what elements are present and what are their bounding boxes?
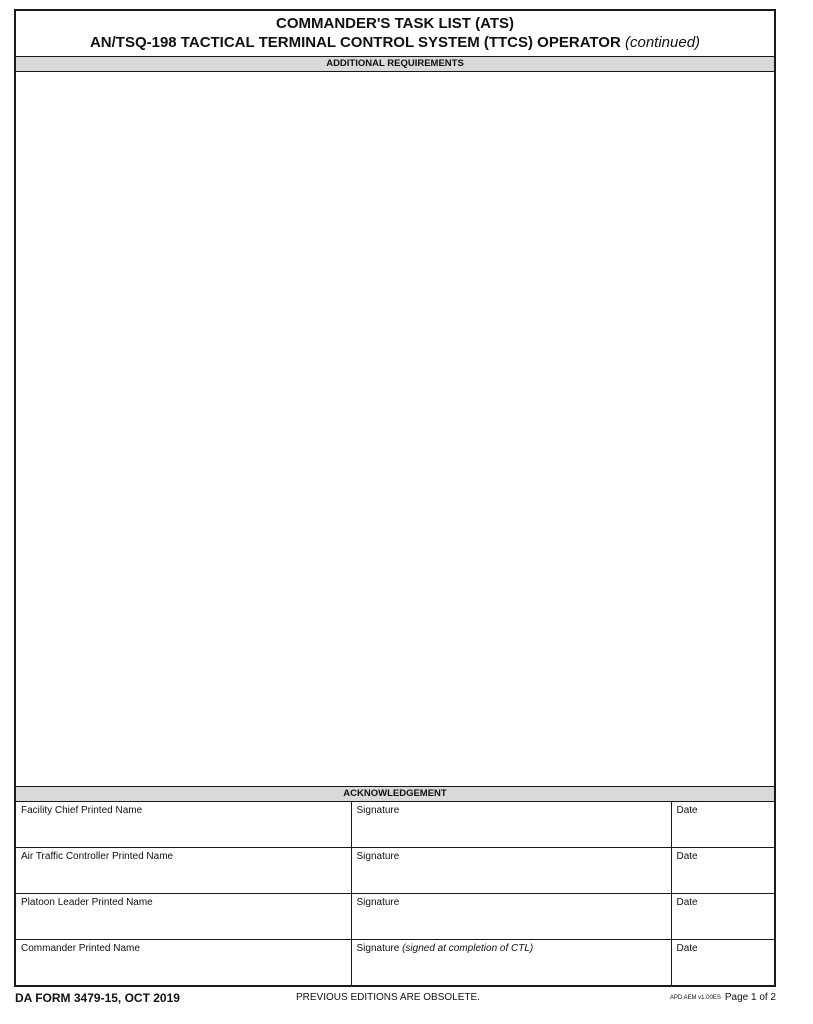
acknowledgement-header: ACKNOWLEDGEMENT xyxy=(16,787,774,802)
form-title: COMMANDER'S TASK LIST (ATS) xyxy=(276,15,514,32)
field-label: Signature xyxy=(356,943,400,954)
page-number: Page 1 of 2 xyxy=(724,992,776,1003)
field-label: Air Traffic Controller Printed Name xyxy=(21,851,174,862)
commander-signature-field[interactable] xyxy=(351,940,671,987)
acknowledgement-table xyxy=(16,802,774,986)
ack-row-atc xyxy=(16,848,774,894)
ack-row-facility-chief xyxy=(16,802,774,848)
atc-signature-field[interactable] xyxy=(351,848,671,894)
field-label: Date xyxy=(676,851,698,862)
form-subtitle-text: AN/TSQ-198 TACTICAL TERMINAL CONTROL SYSTEM (TTCS) OPERATOR xyxy=(89,34,621,51)
atc-name-field[interactable] xyxy=(16,848,351,894)
additional-requirements-field[interactable] xyxy=(16,72,774,787)
form-header xyxy=(16,11,774,57)
ack-row-commander xyxy=(16,940,774,987)
continued-label: (continued) xyxy=(624,34,701,51)
ack-row-platoon-leader xyxy=(16,894,774,940)
additional-requirements-header: ADDITIONAL REQUIREMENTS xyxy=(16,57,774,72)
platoon-leader-date-field[interactable] xyxy=(671,894,774,940)
field-label: Commander Printed Name xyxy=(21,943,140,954)
version-label: APD AEM v1.00ES xyxy=(669,995,721,1001)
platoon-leader-signature-field[interactable] xyxy=(351,894,671,940)
facility-chief-date-field[interactable] xyxy=(671,802,774,848)
page-info xyxy=(670,992,776,1003)
field-label: Signature xyxy=(356,897,400,908)
field-label: Signature xyxy=(356,851,400,862)
form-subtitle xyxy=(16,33,774,52)
field-label: Date xyxy=(676,805,698,816)
commander-date-field[interactable] xyxy=(671,940,774,987)
platoon-leader-name-field[interactable] xyxy=(16,894,351,940)
form-number: DA FORM 3479-15, OCT 2019 xyxy=(15,991,180,1005)
form-footer xyxy=(14,990,776,1006)
field-label: Date xyxy=(676,897,698,908)
field-label: Platoon Leader Printed Name xyxy=(21,897,153,908)
facility-chief-signature-field[interactable] xyxy=(351,802,671,848)
field-label: Date xyxy=(676,943,698,954)
field-label: Signature xyxy=(356,805,400,816)
commander-name-field[interactable] xyxy=(16,940,351,987)
signature-note: (signed at completion of CTL) xyxy=(402,943,534,954)
facility-chief-name-field[interactable] xyxy=(16,802,351,848)
form-page xyxy=(14,9,776,987)
field-label: Facility Chief Printed Name xyxy=(21,805,143,816)
editions-notice: PREVIOUS EDITIONS ARE OBSOLETE. xyxy=(296,992,480,1003)
atc-date-field[interactable] xyxy=(671,848,774,894)
